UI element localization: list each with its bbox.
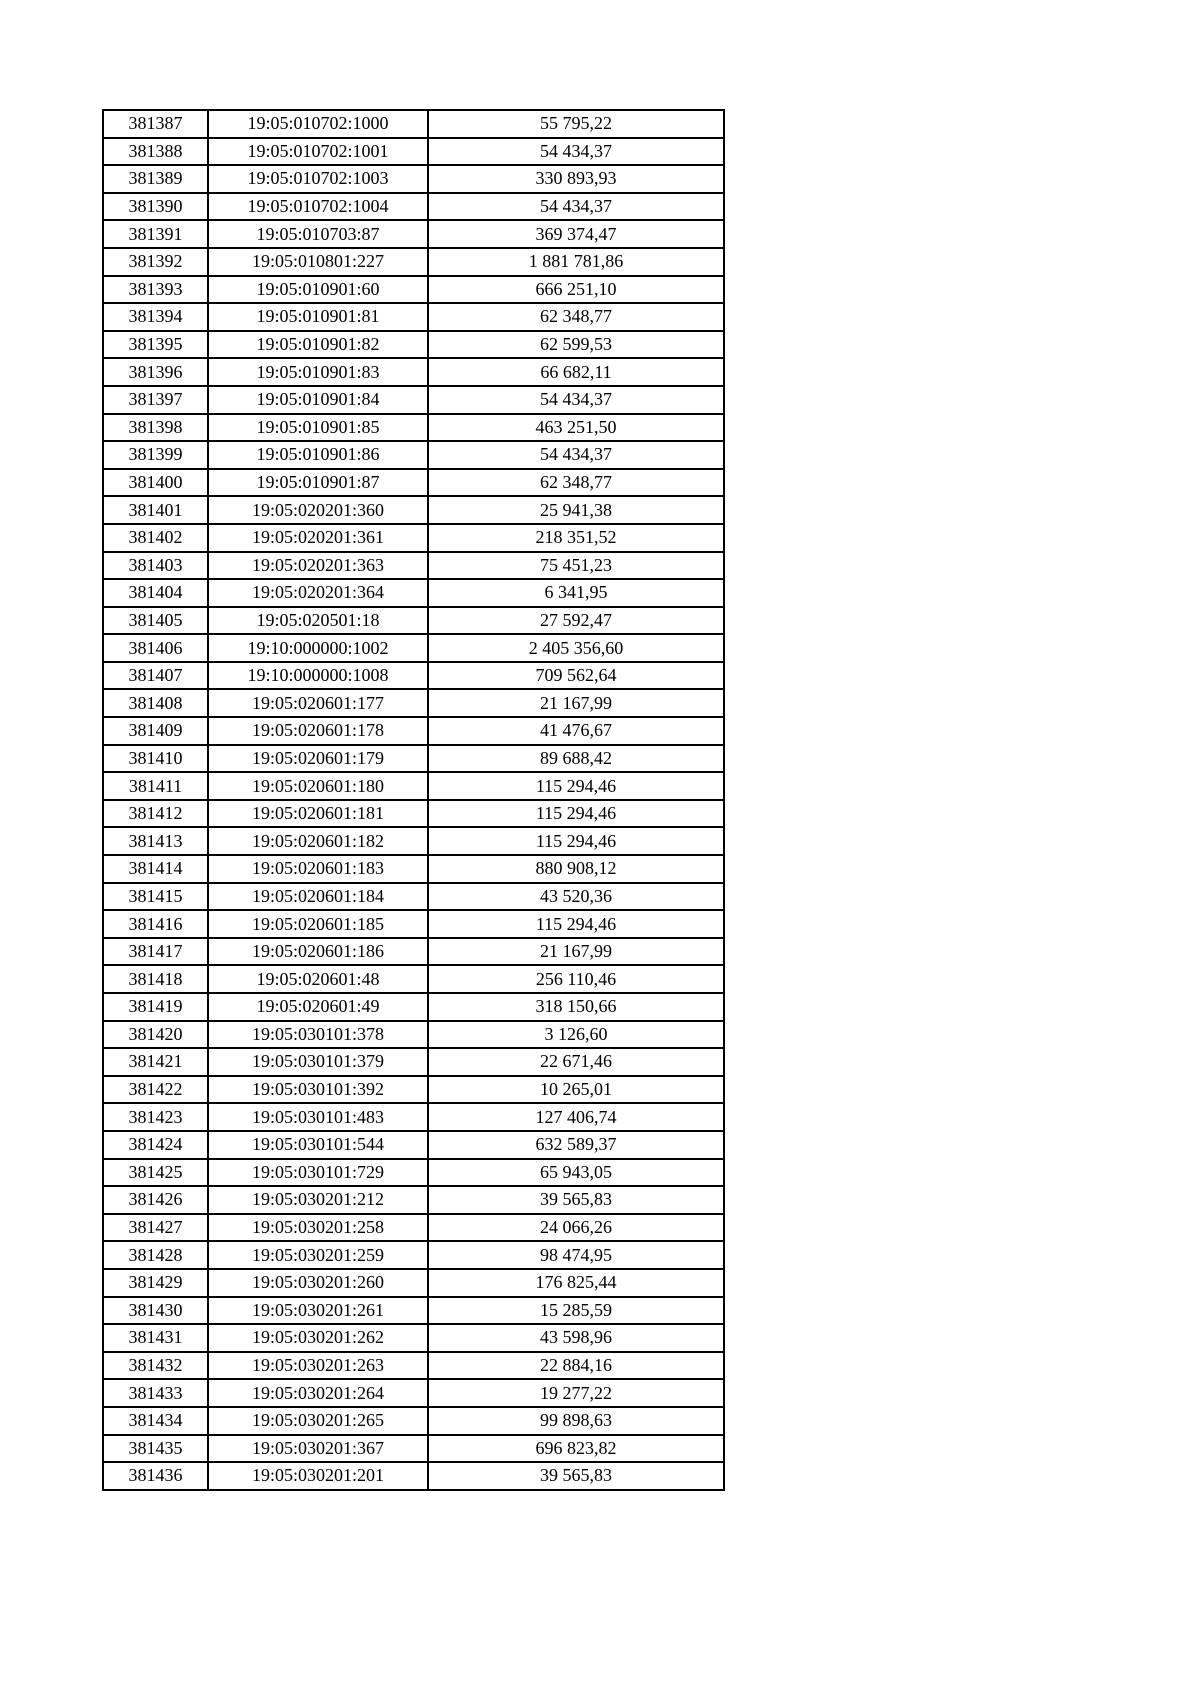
row-number-cell: 381394 [103, 303, 208, 331]
table-row [103, 138, 724, 166]
cadastral-number-cell: 19:05:020601:181 [208, 800, 428, 828]
row-number-cell: 381422 [103, 1076, 208, 1104]
cadastral-value-cell: 24 066,26 [428, 1214, 724, 1242]
table-row [103, 938, 724, 966]
cadastral-value-cell: 709 562,64 [428, 662, 724, 690]
table-row [103, 910, 724, 938]
table-row [103, 993, 724, 1021]
table-row [103, 800, 724, 828]
row-number-cell: 381415 [103, 883, 208, 911]
table-row [103, 607, 724, 635]
cadastral-number-cell: 19:05:030101:483 [208, 1103, 428, 1131]
row-number-cell: 381396 [103, 358, 208, 386]
cadastral-value-cell: 666 251,10 [428, 276, 724, 304]
row-number-cell: 381427 [103, 1214, 208, 1242]
cadastral-number-cell: 19:05:010901:60 [208, 276, 428, 304]
table-row [103, 1435, 724, 1463]
row-number-cell: 381405 [103, 607, 208, 635]
table-row [103, 1324, 724, 1352]
cadastral-number-cell: 19:05:030201:201 [208, 1462, 428, 1490]
cadastral-number-cell: 19:05:030101:544 [208, 1131, 428, 1159]
table-row [103, 1159, 724, 1187]
table-row [103, 1352, 724, 1380]
table-row [103, 276, 724, 304]
cadastral-value-cell: 369 374,47 [428, 220, 724, 248]
table-row [103, 689, 724, 717]
cadastral-number-cell: 19:05:010702:1000 [208, 110, 428, 138]
table-row [103, 579, 724, 607]
cadastral-number-cell: 19:05:030201:264 [208, 1379, 428, 1407]
cadastral-number-cell: 19:05:030201:258 [208, 1214, 428, 1242]
cadastral-value-cell: 39 565,83 [428, 1462, 724, 1490]
cadastral-value-cell: 1 881 781,86 [428, 248, 724, 276]
cadastral-number-cell: 19:05:020501:18 [208, 607, 428, 635]
registry-table [102, 109, 725, 1491]
cadastral-number-cell: 19:05:010901:81 [208, 303, 428, 331]
table-row [103, 524, 724, 552]
table-row [103, 331, 724, 359]
cadastral-number-cell: 19:05:030101:729 [208, 1159, 428, 1187]
table-row [103, 1048, 724, 1076]
row-number-cell: 381388 [103, 138, 208, 166]
row-number-cell: 381420 [103, 1021, 208, 1049]
row-number-cell: 381414 [103, 855, 208, 883]
cadastral-value-cell: 62 348,77 [428, 303, 724, 331]
row-number-cell: 381395 [103, 331, 208, 359]
row-number-cell: 381409 [103, 717, 208, 745]
cadastral-value-cell: 10 265,01 [428, 1076, 724, 1104]
cadastral-value-cell: 43 520,36 [428, 883, 724, 911]
cadastral-number-cell: 19:05:030201:261 [208, 1297, 428, 1325]
cadastral-number-cell: 19:05:020201:361 [208, 524, 428, 552]
cadastral-value-cell: 41 476,67 [428, 717, 724, 745]
cadastral-value-cell: 218 351,52 [428, 524, 724, 552]
cadastral-value-cell: 89 688,42 [428, 745, 724, 773]
cadastral-number-cell: 19:05:030101:392 [208, 1076, 428, 1104]
row-number-cell: 381412 [103, 800, 208, 828]
cadastral-number-cell: 19:05:020601:183 [208, 855, 428, 883]
cadastral-number-cell: 19:05:020601:182 [208, 827, 428, 855]
cadastral-number-cell: 19:05:010901:86 [208, 441, 428, 469]
cadastral-value-cell: 115 294,46 [428, 772, 724, 800]
cadastral-number-cell: 19:05:020601:177 [208, 689, 428, 717]
cadastral-value-cell: 318 150,66 [428, 993, 724, 1021]
row-number-cell: 381402 [103, 524, 208, 552]
cadastral-value-cell: 54 434,37 [428, 193, 724, 221]
row-number-cell: 381399 [103, 441, 208, 469]
cadastral-value-cell: 27 592,47 [428, 607, 724, 635]
cadastral-value-cell: 880 908,12 [428, 855, 724, 883]
row-number-cell: 381410 [103, 745, 208, 773]
table-row [103, 634, 724, 662]
row-number-cell: 381425 [103, 1159, 208, 1187]
table-row [103, 414, 724, 442]
table-row [103, 358, 724, 386]
cadastral-number-cell: 19:05:020601:49 [208, 993, 428, 1021]
registry-table-body [103, 110, 724, 1490]
cadastral-value-cell: 127 406,74 [428, 1103, 724, 1131]
row-number-cell: 381416 [103, 910, 208, 938]
cadastral-value-cell: 15 285,59 [428, 1297, 724, 1325]
cadastral-number-cell: 19:05:020601:178 [208, 717, 428, 745]
cadastral-number-cell: 19:05:020601:186 [208, 938, 428, 966]
table-row [103, 165, 724, 193]
cadastral-number-cell: 19:05:020601:184 [208, 883, 428, 911]
row-number-cell: 381403 [103, 552, 208, 580]
cadastral-number-cell: 19:05:030201:367 [208, 1435, 428, 1463]
cadastral-value-cell: 62 348,77 [428, 469, 724, 497]
table-row [103, 248, 724, 276]
table-row [103, 496, 724, 524]
cadastral-value-cell: 2 405 356,60 [428, 634, 724, 662]
cadastral-number-cell: 19:05:010702:1004 [208, 193, 428, 221]
cadastral-value-cell: 55 795,22 [428, 110, 724, 138]
cadastral-value-cell: 54 434,37 [428, 138, 724, 166]
cadastral-value-cell: 54 434,37 [428, 386, 724, 414]
cadastral-number-cell: 19:05:030201:262 [208, 1324, 428, 1352]
cadastral-value-cell: 115 294,46 [428, 800, 724, 828]
row-number-cell: 381411 [103, 772, 208, 800]
cadastral-number-cell: 19:10:000000:1002 [208, 634, 428, 662]
row-number-cell: 381431 [103, 1324, 208, 1352]
row-number-cell: 381401 [103, 496, 208, 524]
cadastral-value-cell: 115 294,46 [428, 827, 724, 855]
cadastral-value-cell: 54 434,37 [428, 441, 724, 469]
cadastral-value-cell: 75 451,23 [428, 552, 724, 580]
row-number-cell: 381406 [103, 634, 208, 662]
cadastral-number-cell: 19:05:010702:1003 [208, 165, 428, 193]
table-row [103, 662, 724, 690]
cadastral-value-cell: 632 589,37 [428, 1131, 724, 1159]
cadastral-number-cell: 19:05:010702:1001 [208, 138, 428, 166]
table-row [103, 1462, 724, 1490]
table-row [103, 827, 724, 855]
cadastral-value-cell: 43 598,96 [428, 1324, 724, 1352]
table-row [103, 745, 724, 773]
table-row [103, 1407, 724, 1435]
row-number-cell: 381436 [103, 1462, 208, 1490]
cadastral-number-cell: 19:05:020601:185 [208, 910, 428, 938]
table-row [103, 303, 724, 331]
table-row [103, 1269, 724, 1297]
row-number-cell: 381419 [103, 993, 208, 1021]
cadastral-value-cell: 3 126,60 [428, 1021, 724, 1049]
row-number-cell: 381404 [103, 579, 208, 607]
table-row [103, 1214, 724, 1242]
cadastral-value-cell: 25 941,38 [428, 496, 724, 524]
row-number-cell: 381435 [103, 1435, 208, 1463]
cadastral-number-cell: 19:05:010703:87 [208, 220, 428, 248]
cadastral-value-cell: 39 565,83 [428, 1186, 724, 1214]
table-row [103, 1186, 724, 1214]
cadastral-number-cell: 19:05:020201:364 [208, 579, 428, 607]
cadastral-number-cell: 19:05:010801:227 [208, 248, 428, 276]
cadastral-number-cell: 19:05:020601:48 [208, 965, 428, 993]
table-row [103, 386, 724, 414]
row-number-cell: 381387 [103, 110, 208, 138]
cadastral-number-cell: 19:05:030201:260 [208, 1269, 428, 1297]
cadastral-number-cell: 19:05:030101:379 [208, 1048, 428, 1076]
table-row [103, 965, 724, 993]
table-row [103, 1076, 724, 1104]
table-row [103, 717, 724, 745]
row-number-cell: 381424 [103, 1131, 208, 1159]
row-number-cell: 381389 [103, 165, 208, 193]
table-row [103, 441, 724, 469]
row-number-cell: 381433 [103, 1379, 208, 1407]
row-number-cell: 381418 [103, 965, 208, 993]
row-number-cell: 381430 [103, 1297, 208, 1325]
cadastral-value-cell: 66 682,11 [428, 358, 724, 386]
row-number-cell: 381408 [103, 689, 208, 717]
row-number-cell: 381421 [103, 1048, 208, 1076]
row-number-cell: 381398 [103, 414, 208, 442]
cadastral-value-cell: 98 474,95 [428, 1241, 724, 1269]
table-row [103, 110, 724, 138]
cadastral-number-cell: 19:05:020201:360 [208, 496, 428, 524]
cadastral-value-cell: 21 167,99 [428, 938, 724, 966]
row-number-cell: 381417 [103, 938, 208, 966]
cadastral-number-cell: 19:05:030201:259 [208, 1241, 428, 1269]
table-row [103, 1241, 724, 1269]
cadastral-number-cell: 19:05:030201:212 [208, 1186, 428, 1214]
row-number-cell: 381432 [103, 1352, 208, 1380]
row-number-cell: 381391 [103, 220, 208, 248]
cadastral-number-cell: 19:05:030101:378 [208, 1021, 428, 1049]
cadastral-value-cell: 330 893,93 [428, 165, 724, 193]
row-number-cell: 381400 [103, 469, 208, 497]
table-row [103, 552, 724, 580]
row-number-cell: 381392 [103, 248, 208, 276]
cadastral-number-cell: 19:05:030201:265 [208, 1407, 428, 1435]
cadastral-number-cell: 19:05:010901:83 [208, 358, 428, 386]
cadastral-number-cell: 19:10:000000:1008 [208, 662, 428, 690]
table-row [103, 855, 724, 883]
table-row [103, 193, 724, 221]
table-row [103, 1131, 724, 1159]
cadastral-number-cell: 19:05:030201:263 [208, 1352, 428, 1380]
row-number-cell: 381434 [103, 1407, 208, 1435]
cadastral-value-cell: 6 341,95 [428, 579, 724, 607]
cadastral-value-cell: 696 823,82 [428, 1435, 724, 1463]
row-number-cell: 381429 [103, 1269, 208, 1297]
table-row [103, 1103, 724, 1131]
cadastral-value-cell: 463 251,50 [428, 414, 724, 442]
cadastral-number-cell: 19:05:020601:179 [208, 745, 428, 773]
table-row [103, 469, 724, 497]
cadastral-value-cell: 19 277,22 [428, 1379, 724, 1407]
row-number-cell: 381426 [103, 1186, 208, 1214]
cadastral-value-cell: 62 599,53 [428, 331, 724, 359]
table-row [103, 1297, 724, 1325]
row-number-cell: 381413 [103, 827, 208, 855]
cadastral-number-cell: 19:05:010901:82 [208, 331, 428, 359]
cadastral-number-cell: 19:05:010901:84 [208, 386, 428, 414]
cadastral-value-cell: 115 294,46 [428, 910, 724, 938]
row-number-cell: 381397 [103, 386, 208, 414]
row-number-cell: 381390 [103, 193, 208, 221]
cadastral-value-cell: 22 671,46 [428, 1048, 724, 1076]
table-row [103, 772, 724, 800]
row-number-cell: 381407 [103, 662, 208, 690]
cadastral-number-cell: 19:05:020601:180 [208, 772, 428, 800]
table-row [103, 220, 724, 248]
cadastral-value-cell: 21 167,99 [428, 689, 724, 717]
row-number-cell: 381423 [103, 1103, 208, 1131]
cadastral-value-cell: 99 898,63 [428, 1407, 724, 1435]
cadastral-number-cell: 19:05:020201:363 [208, 552, 428, 580]
table-row [103, 883, 724, 911]
cadastral-number-cell: 19:05:010901:87 [208, 469, 428, 497]
table-row [103, 1379, 724, 1407]
cadastral-number-cell: 19:05:010901:85 [208, 414, 428, 442]
cadastral-value-cell: 22 884,16 [428, 1352, 724, 1380]
row-number-cell: 381393 [103, 276, 208, 304]
table-row [103, 1021, 724, 1049]
cadastral-value-cell: 176 825,44 [428, 1269, 724, 1297]
cadastral-value-cell: 256 110,46 [428, 965, 724, 993]
row-number-cell: 381428 [103, 1241, 208, 1269]
cadastral-value-cell: 65 943,05 [428, 1159, 724, 1187]
